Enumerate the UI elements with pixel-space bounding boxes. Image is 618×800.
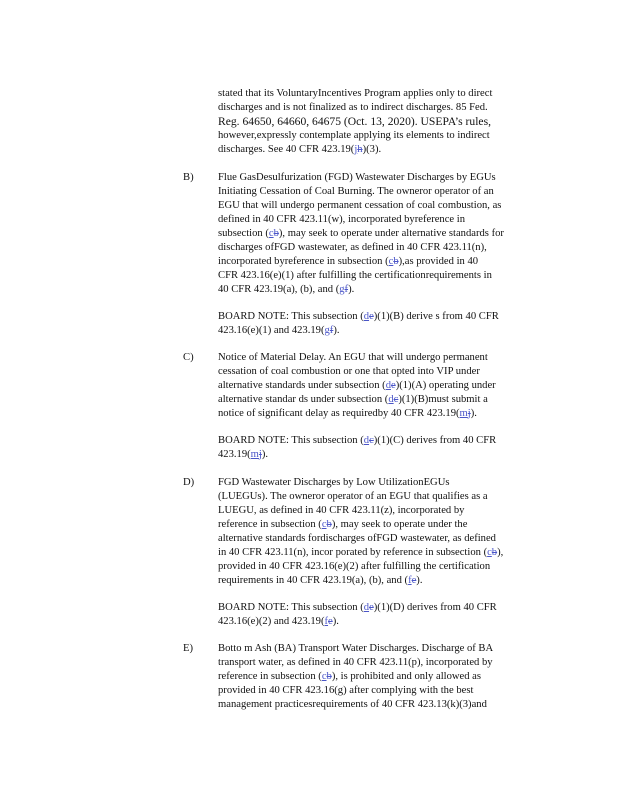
text-segment: ). [333, 325, 340, 336]
deleted-text: b [273, 228, 279, 239]
inserted-text: d [385, 380, 391, 391]
section-d-board-note [218, 601, 540, 629]
section-c-label: C) [183, 352, 194, 363]
text-line: Botto m Ash (BA) Transport Water Discharges. Discharge of BA [218, 643, 494, 654]
section-d-paragraph [218, 476, 540, 588]
text-line: EGU that will undergo permanent cessation of coal combustion, as [218, 200, 502, 211]
text-segment: )(1)(B)must submit a [398, 394, 488, 405]
text-line [218, 255, 540, 269]
text-line [218, 574, 540, 588]
text-segment: 423.16(e)(2) and 423.19( [218, 616, 325, 627]
text-segment: )(1)(D) derives from 40 CFR [373, 602, 497, 613]
text-line [218, 518, 540, 532]
text-segment: subsection ( [218, 228, 269, 239]
text-segment: ), may seek to operate under the [331, 519, 468, 530]
inserted-text: m [250, 449, 259, 460]
deleted-text: e [390, 380, 396, 391]
text-line: Flue GasDesulfurization (FGD) Wastewater Discharges by EGUs [218, 172, 496, 183]
text-line: cessation of coal combustion or one that opted into VIP under [218, 366, 480, 377]
text-segment: ). [470, 408, 477, 419]
inserted-text: c [321, 519, 327, 530]
section-b-paragraph [218, 171, 540, 297]
text-line: alternative standards fordischarges ofFGD wastewater, as defined [218, 533, 496, 544]
inserted-text: g [339, 284, 345, 295]
text-line: LUEGU, as defined in 40 CFR 423.11(z), incorporated by [218, 505, 465, 516]
text-segment: discharges. See 40 CFR 423.19( [218, 144, 355, 155]
text-line: Notice of Material Delay. An EGU that will undergo permanent [218, 352, 488, 363]
text-line [218, 143, 540, 157]
text-line [218, 379, 540, 393]
inserted-text: c [388, 256, 394, 267]
inserted-text: d [363, 435, 370, 446]
section-e-paragraph [218, 642, 540, 712]
section-d-label: D) [183, 477, 195, 488]
deleted-text: e [328, 616, 333, 627]
text-line: transport water, as defined in 40 CFR 423.11(p), incorporated by [218, 657, 493, 668]
text-segment: 40 CFR 423.19(a), (b), and ( [218, 284, 340, 295]
deleted-text: e [369, 311, 374, 322]
text-segment: ). [416, 575, 423, 586]
text-segment: 423.19( [218, 449, 251, 460]
section-b-label: B) [183, 172, 194, 183]
section-e-label: E) [183, 643, 193, 654]
text-line: FGD Wastewater Discharges by Low UtilizationEGUs [218, 477, 450, 488]
text-line: however,expressly contemplate applying its elements to indirect [218, 130, 490, 141]
deleted-text: j [467, 408, 471, 419]
inserted-text: m [459, 408, 468, 419]
text-segment: notice of significant delay as requiredby 40 CFR 423.19( [218, 408, 460, 419]
text-line [218, 615, 540, 629]
inserted-text: c [487, 547, 492, 558]
text-segment: ). [348, 284, 355, 295]
section-b-board-note [218, 310, 540, 338]
text-segment: )(1)(B) derive s from 40 CFR [373, 311, 499, 322]
text-segment: requirements in 40 CFR 423.19(a), (b), and ( [218, 575, 409, 586]
text-segment: BOARD NOTE: This subsection ( [218, 311, 364, 322]
section-c-paragraph [218, 351, 540, 421]
inserted-text: d [363, 311, 370, 322]
text-line [218, 601, 540, 615]
text-line: management practicesrequirements of 40 CFR 423.13(k)(3)and [218, 699, 487, 710]
text-line [218, 310, 540, 324]
text-line [218, 434, 540, 448]
inserted-text: d [388, 394, 394, 405]
text-segment: ). [261, 449, 269, 460]
deleted-text: b [491, 547, 498, 558]
text-segment: reference in subsection ( [218, 671, 322, 682]
deleted-text: f [329, 325, 334, 336]
text-segment: ), is prohibited and only allowed as [331, 671, 481, 682]
text-segment: 423.16(e)(1) and 423.19( [218, 325, 325, 336]
deleted-text: b [326, 671, 332, 682]
deleted-text: e [411, 575, 417, 586]
text-line [218, 393, 540, 407]
inserted-text: c [268, 228, 274, 239]
text-segment: )(1)(C) derives from 40 CFR [373, 435, 497, 446]
text-line: provided in 40 CFR 423.16(e)(2) after fulfilling the certification [218, 561, 491, 572]
deleted-text: b [326, 519, 332, 530]
deleted-text: c [369, 435, 374, 446]
inserted-text: g [324, 325, 330, 336]
text-segment: ). [332, 616, 339, 627]
text-line: CFR 423.16(e)(1) after fulfilling the certificationrequirements in [218, 270, 492, 281]
text-segment: ), may seek to operate under alternative standards for [278, 228, 504, 239]
text-line [218, 670, 540, 684]
inserted-text: d [363, 602, 370, 613]
text-line: Reg. 64650, 64660, 64675 (Oct. 13, 2020). USEPA’s rules, [218, 115, 491, 128]
intro-paragraph [218, 87, 540, 157]
deleted-text: f [344, 284, 349, 295]
inserted-text: f [408, 575, 412, 586]
text-segment: BOARD NOTE: This subsection ( [218, 435, 364, 446]
text-segment: alternative standar ds under subsection ( [218, 394, 389, 405]
text-line: discharges ofFGD wastewater, as defined in 40 CFR 423.11(n), [218, 242, 487, 253]
inserted-text: j [354, 144, 358, 155]
text-line [218, 227, 540, 241]
text-segment: ), [497, 547, 504, 558]
text-line: stated that its VoluntaryIncentives Program applies only to direct [218, 88, 493, 99]
deleted-text: e [369, 602, 374, 613]
text-line: provided in 40 CFR 423.16(g) after complying with the best [218, 685, 474, 696]
text-line: defined in 40 CFR 423.11(w), incorporated byreference in [218, 214, 466, 225]
text-line: discharges and is not finalized as to indirect discharges. 85 Fed. [218, 102, 488, 113]
text-line [218, 448, 540, 462]
text-segment: )(1)(A) operating under [395, 380, 496, 391]
text-segment: alternative standards under subsection ( [218, 380, 386, 391]
deleted-text: c [393, 394, 399, 405]
text-segment: )(3). [362, 144, 382, 155]
inserted-text: c [321, 671, 327, 682]
text-line [218, 283, 540, 297]
text-segment: incorporated byreference in subsection ( [218, 256, 389, 267]
deleted-text: b [393, 256, 399, 267]
text-line [218, 324, 540, 338]
deleted-text: j [258, 449, 262, 460]
text-line: (LUEGUs). The owneror operator of an EGU that qualifies as a [218, 491, 488, 502]
text-line: Initiating Cessation of Coal Burning. The owneror operator of an [218, 186, 494, 197]
text-line [218, 546, 540, 560]
text-segment: ),as provided in 40 [398, 256, 479, 267]
text-segment: reference in subsection ( [218, 519, 322, 530]
inserted-text: f [324, 616, 329, 627]
text-line [218, 407, 540, 421]
text-segment: in 40 CFR 423.11(n), incor porated by reference in subsection ( [218, 547, 488, 558]
section-c-board-note [218, 434, 540, 462]
text-segment: BOARD NOTE: This subsection ( [218, 602, 364, 613]
deleted-text: h [357, 144, 363, 155]
